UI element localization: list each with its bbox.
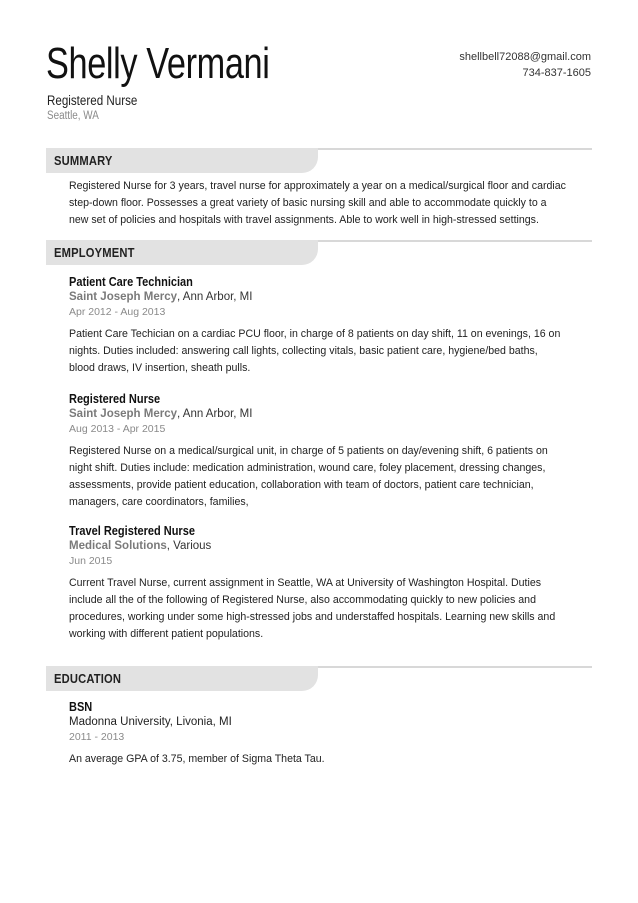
summary-line: step-down floor. Possesses a great variety of basic nursing skill and able to accommodate quickly to a: [69, 197, 547, 209]
candidate-role: Registered Nurse: [47, 93, 138, 108]
job-org: Saint Joseph Mercy: [69, 291, 178, 303]
degree: BSN: [69, 700, 93, 714]
job-line: Current Travel Nurse, current assignment in Seattle, WA at University of Washington Hospital. Duties: [69, 577, 542, 589]
job-org-line: [69, 540, 594, 552]
job-title: Registered Nurse: [69, 392, 161, 406]
job-entry: [69, 524, 594, 643]
candidate-name: Shelly Vermani: [46, 39, 270, 88]
job-entry: [69, 392, 594, 511]
job-location: , Ann Arbor, MI: [177, 291, 253, 303]
summary-line: Registered Nurse for 3 years, travel nurse for approximately a year on a medical/surgical floor and cardiac: [69, 180, 566, 192]
contact-block: [459, 49, 591, 81]
job-location: , Various: [166, 540, 212, 552]
job-line: working with different patient populations.: [69, 628, 264, 640]
job-description: [69, 575, 594, 643]
job-description: [69, 443, 594, 511]
job-org-line: [69, 291, 594, 303]
summary-title: SUMMARY: [54, 153, 113, 168]
job-line: assessments, provide patient education, collaboration with team of doctors, patient care technician,: [69, 479, 534, 491]
job-line: Patient Care Techician on a cardiac PCU floor, in charge of 8 patients on day shift, 11 on evenings, 16 on: [69, 328, 561, 340]
job-line: nights. Duties included: answering call lights, collecting vitals, basic patient care, hygiene/bed baths,: [69, 345, 538, 357]
email-address[interactable]: shellbell72088@gmail.com: [459, 51, 591, 63]
job-line: managers, care coordinators, families,: [69, 496, 249, 508]
job-dates: Aug 2013 - Apr 2015: [69, 423, 166, 435]
job-line: blood draws, IV insertion, sheath pulls.: [69, 362, 251, 374]
education-dates: 2011 - 2013: [69, 731, 125, 743]
job-location: , Ann Arbor, MI: [177, 408, 253, 420]
employment-title: EMPLOYMENT: [54, 245, 135, 260]
candidate-location: Seattle, WA: [47, 110, 99, 122]
job-org: Medical Solutions: [69, 540, 167, 552]
job-dates: Apr 2012 - Aug 2013: [69, 306, 166, 318]
school: Madonna University, Livonia, MI: [69, 716, 232, 728]
education-note: An average GPA of 3.75, member of Sigma Theta Tau.: [69, 753, 325, 765]
job-line: night shift. Duties include: medication administration, wound care, foley placement, dressing changes,: [69, 462, 546, 474]
job-org-line: [69, 408, 594, 420]
job-line: Registered Nurse on a medical/surgical unit, in charge of 5 patients on day/evening shift, 6 patients on: [69, 445, 548, 457]
job-entry: [69, 275, 594, 377]
summary-line: new set of policies and hospitals with travel assignments. Able to work well in high-stressed settings.: [69, 214, 539, 226]
employment-section-header: [46, 240, 592, 265]
education-section-header: [46, 666, 592, 691]
job-title: Patient Care Technician: [69, 275, 193, 289]
summary-section-header: [46, 148, 592, 173]
job-title: Travel Registered Nurse: [69, 524, 195, 538]
education-entry: [69, 700, 594, 768]
job-line: procedures, working under some high-stressed jobs and understaffed hospitals. Learning new skills and: [69, 611, 556, 623]
summary-body: [69, 178, 594, 229]
education-title: EDUCATION: [54, 671, 122, 686]
job-line: include all the of the following of Registered Nurse, also accommodating quickly to new policies and: [69, 594, 536, 606]
job-org: Saint Joseph Mercy: [69, 408, 178, 420]
job-description: [69, 326, 594, 377]
job-dates: Jun 2015: [69, 555, 113, 567]
phone-number[interactable]: 734-837-1605: [522, 67, 591, 79]
